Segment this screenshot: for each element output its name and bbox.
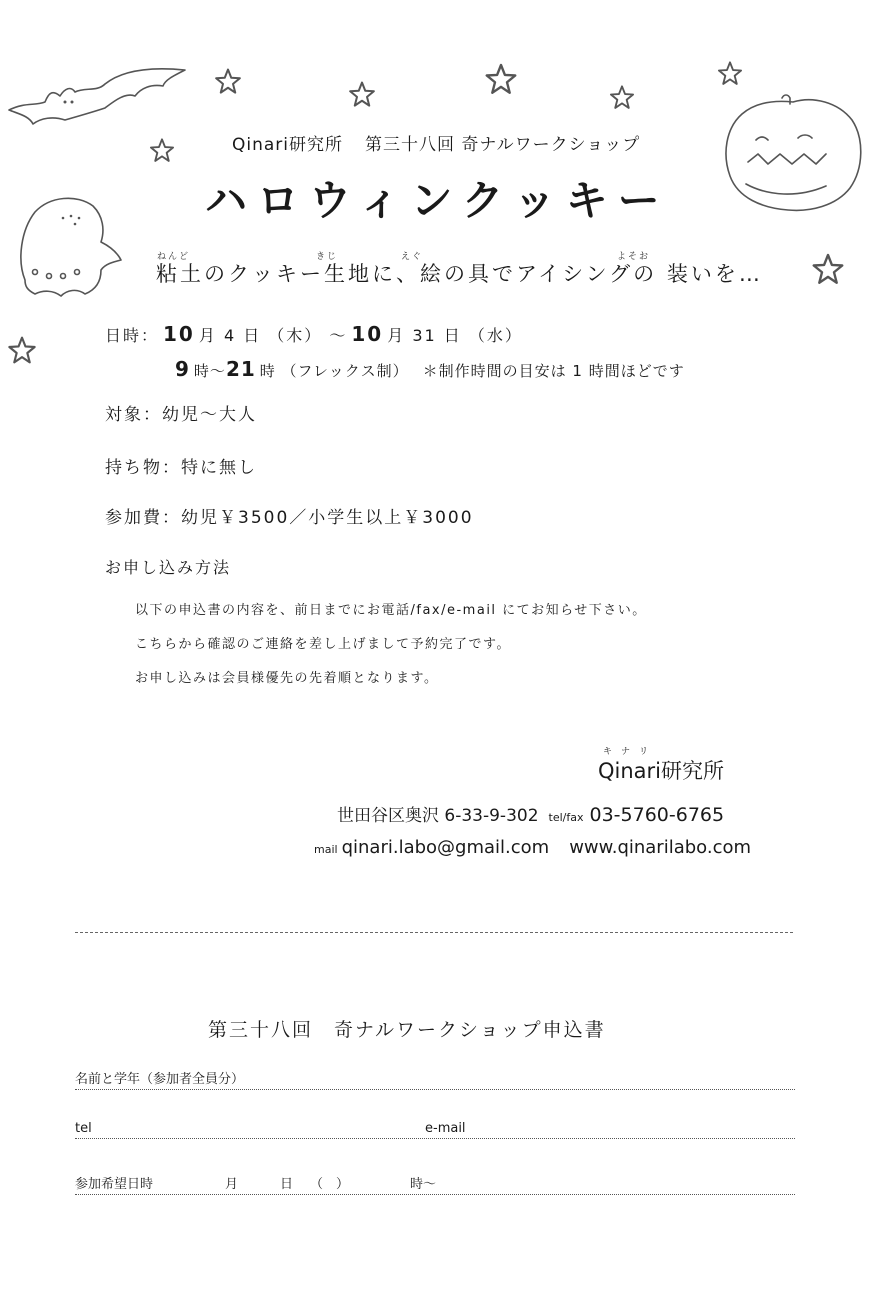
time-end: 21 bbox=[225, 357, 256, 381]
pumpkin-icon bbox=[718, 92, 868, 217]
star-icon bbox=[716, 60, 744, 88]
star-icon bbox=[6, 335, 38, 367]
header-series: 第三十八回 奇ナルワークショップ bbox=[365, 135, 641, 155]
ruby-yosoo: よそお bbox=[617, 252, 651, 262]
date-end-month: 10 bbox=[351, 322, 384, 346]
form-field-name[interactable] bbox=[75, 1068, 795, 1090]
email-address: qinari.labo@gmail.com bbox=[341, 837, 550, 858]
time-row bbox=[175, 357, 685, 381]
org-ruby: キナリ bbox=[603, 747, 658, 757]
phone-number: 03-5760-6765 bbox=[589, 804, 725, 826]
ruby-kiji: きじ bbox=[316, 252, 339, 262]
website: www.qinarilabo.com bbox=[569, 837, 752, 858]
time-start: 9 bbox=[175, 357, 190, 381]
star-icon bbox=[810, 252, 846, 288]
form-hour-label: 時～ bbox=[410, 1177, 437, 1192]
ruby-nendo: ねんど bbox=[157, 252, 191, 262]
header-org: Qinari研究所 bbox=[232, 135, 344, 155]
time-rest: 時 （フレックス制） bbox=[259, 362, 409, 380]
star-icon bbox=[347, 80, 377, 110]
address-row bbox=[337, 801, 724, 826]
star-icon bbox=[483, 62, 519, 98]
time-mid: 時～ bbox=[193, 362, 226, 380]
form-email-label: e-mail bbox=[425, 1121, 466, 1136]
ghost-icon bbox=[5, 190, 125, 305]
bat-icon bbox=[5, 62, 190, 132]
apply-line: こちらから確認のご連絡を差し上げまして予約完了です。 bbox=[135, 637, 511, 652]
apply-heading: お申し込み方法 bbox=[105, 558, 232, 577]
apply-line: お申し込みは会員様優先の先着順となります。 bbox=[135, 671, 439, 686]
date-row bbox=[105, 322, 523, 346]
org-name: Qinari研究所 bbox=[598, 759, 725, 783]
star-icon bbox=[148, 137, 176, 165]
time-note: ＊制作時間の目安は 1 時間ほどです bbox=[422, 362, 685, 380]
form-month-label: 月 bbox=[225, 1177, 239, 1192]
header-line bbox=[232, 130, 662, 155]
apply-line: 以下の申込書の内容を、前日までにお電話/fax/e-mail にてお知らせ下さい。 bbox=[135, 603, 647, 618]
date-label: 日時： bbox=[105, 326, 160, 345]
form-name-label: 名前と学年（参加者全員分） bbox=[75, 1072, 245, 1087]
address: 世田谷区奥沢 6-33-9-302 bbox=[337, 806, 539, 826]
target-row: 対象：幼児～大人 bbox=[105, 405, 257, 425]
form-date-label: 参加希望日時 bbox=[75, 1177, 154, 1192]
date-end-rest: 月 31 日 （水） bbox=[387, 326, 523, 345]
items-row: 持ち物：特に無し bbox=[105, 458, 257, 478]
star-icon bbox=[608, 84, 636, 112]
form-day-label: 日 bbox=[280, 1177, 294, 1192]
contact-row bbox=[314, 837, 751, 858]
form-tel-label: tel bbox=[75, 1121, 92, 1136]
form-field-contact[interactable] bbox=[75, 1121, 795, 1139]
tel-label: tel/fax bbox=[548, 811, 584, 824]
tagline: 粘土のクッキー生地に、絵の具でアイシングの 装いを… bbox=[156, 262, 763, 286]
fee-row: 参加費：幼児￥3500／小学生以上￥3000 bbox=[105, 508, 474, 528]
date-start-rest: 月 4 日 （木） ～ bbox=[198, 326, 348, 345]
mail-label: mail bbox=[314, 843, 338, 856]
page-title: ハロウィンクッキー bbox=[205, 176, 670, 225]
form-field-date[interactable] bbox=[75, 1173, 795, 1195]
form-title: 第三十八回 奇ナルワークショップ申込書 bbox=[208, 1019, 606, 1041]
form-paren: （ ） bbox=[310, 1177, 350, 1192]
cut-line-divider bbox=[75, 932, 793, 933]
date-start-month: 10 bbox=[163, 322, 195, 346]
star-icon bbox=[213, 67, 243, 97]
ruby-egu: えぐ bbox=[401, 252, 424, 262]
